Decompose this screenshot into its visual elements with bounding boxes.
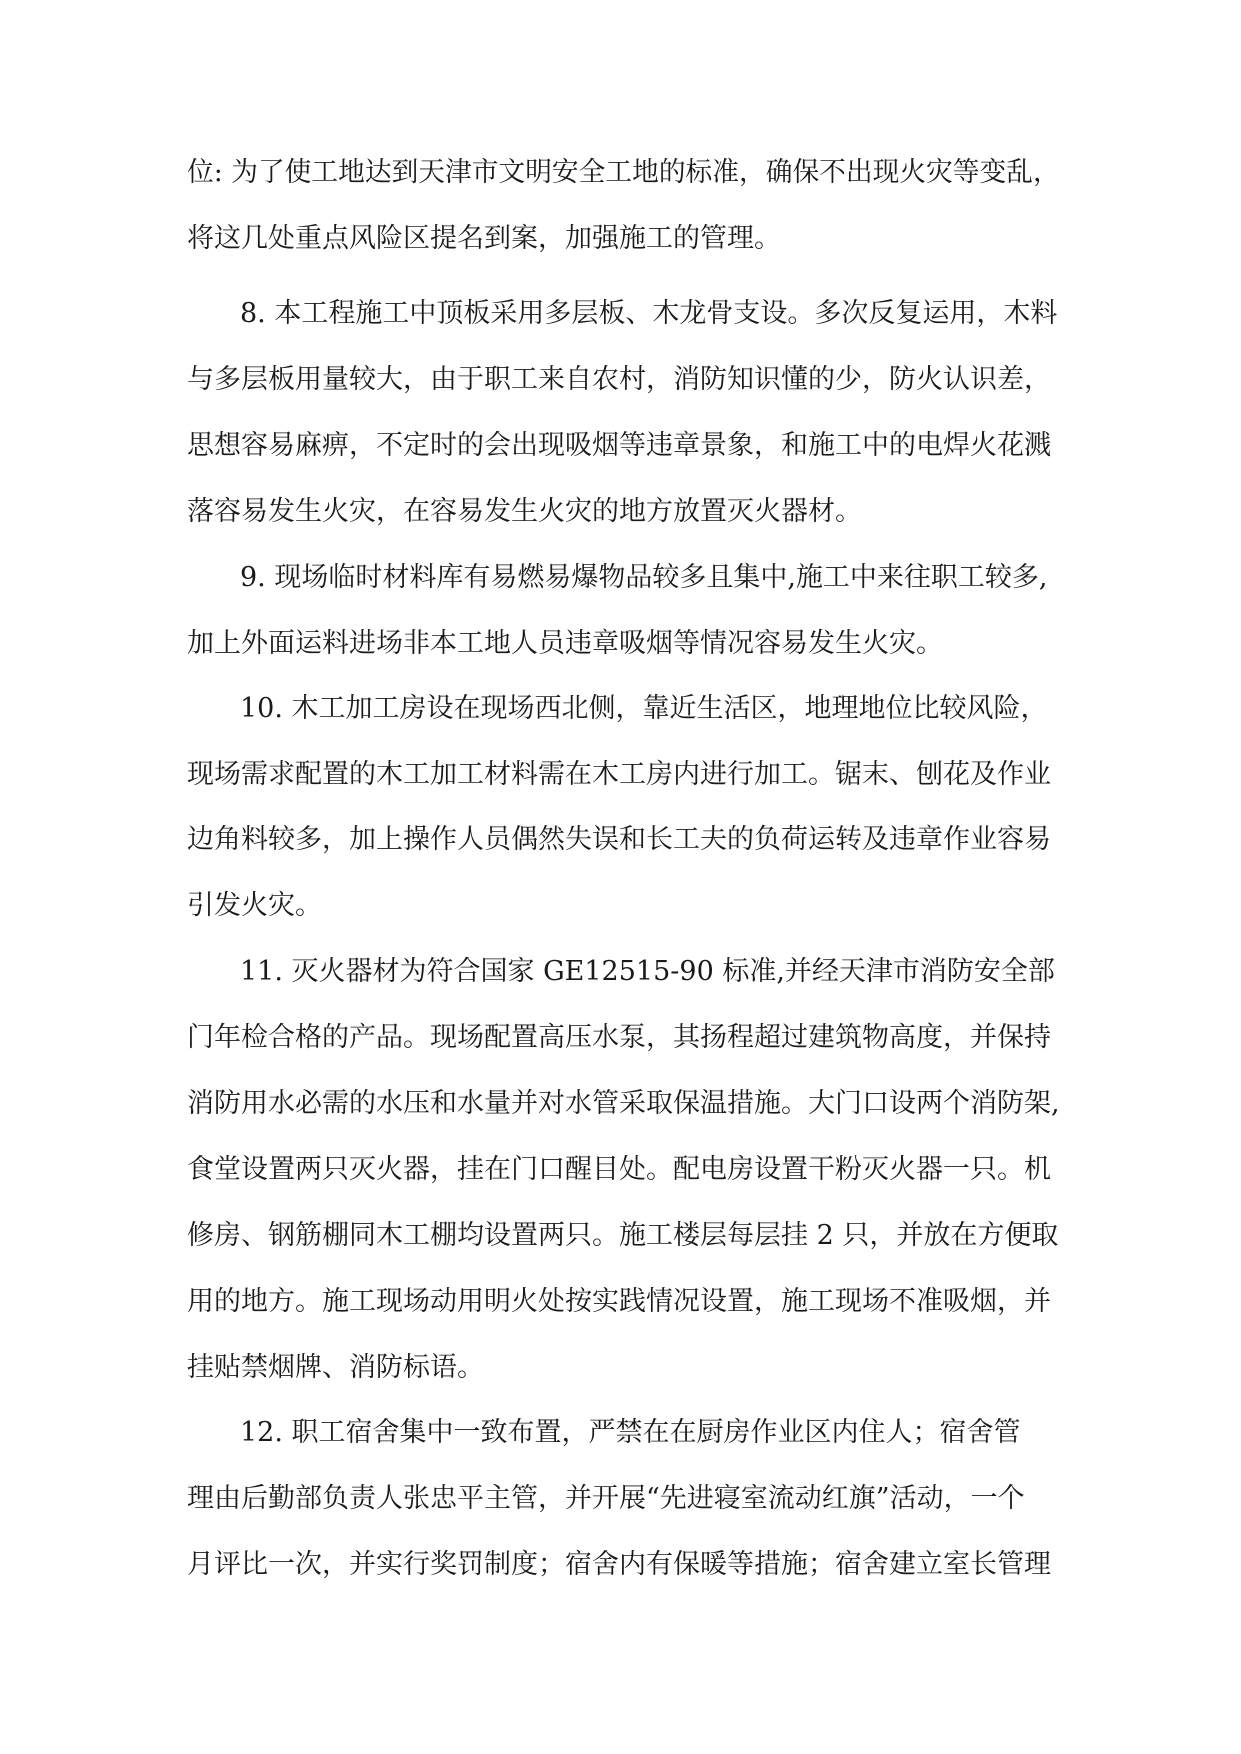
text-line: 12. 职工宿舍集中一致布置，严禁在在厨房作业区内住人；宿舍管 (240, 1417, 1021, 1448)
text-line: 挂贴禁烟牌、消防标语。 (187, 1352, 484, 1383)
text-line: 现场需求配置的木工加工材料需在木工房内进行加工。锯末、刨花及作业 (187, 759, 1051, 790)
text-line: 8. 本工程施工中顶板采用多层板、木龙骨支设。多次反复运用，木料 (240, 298, 1058, 329)
text-line: 引发火灾。 (187, 890, 322, 921)
text-line: 思想容易麻痹，不定时的会出现吸烟等违章景象，和施工中的电焊火花溅 (187, 430, 1051, 461)
text-line: 加上外面运料进场非本工地人员违章吸烟等情况容易发生火灾。 (187, 628, 943, 659)
text-line: 用的地方。施工现场动用明火处按实践情况设置，施工现场不准吸烟，并 (187, 1286, 1051, 1317)
text-line: 将这几处重点风险区提名到案，加强施工的管理。 (187, 223, 781, 254)
text-line: 门年检合格的产品。现场配置高压水泵，其扬程超过建筑物高度，并保持 (187, 1022, 1051, 1053)
text-line: 边角料较多，加上操作人员偶然失误和长工夫的负荷运转及违章作业容易 (187, 824, 1051, 855)
text-line: 消防用水必需的水压和水量并对水管采取保温措施。大门口设两个消防架, (187, 1088, 1060, 1119)
text-line: 10. 木工加工房设在现场西北侧，靠近生活区，地理地位比较风险， (240, 693, 1048, 724)
text-line: 落容易发生火灾，在容易发生火灾的地方放置灭火器材。 (187, 496, 862, 527)
text-line: 与多层板用量较大，由于职工来自农村，消防知识懂的少，防火认识差， (187, 364, 1051, 395)
text-line: 位: 为了使工地达到天津市文明安全工地的标准，确保不出现火灾等变乱， (187, 157, 1060, 188)
text-line: 食堂设置两只灭火器，挂在门口醒目处。配电房设置干粉灭火器一只。机 (187, 1154, 1051, 1185)
text-line: 理由后勤部负责人张忠平主管，并开展“先进寝室流动红旗”活动，一个 (187, 1483, 1025, 1514)
text-line: 9. 现场临时材料库有易燃易爆物品较多且集中,施工中来往职工较多, (240, 562, 1048, 593)
text-line: 11. 灭火器材为符合国家 GE12515-90 标准,并经天津市消防安全部 (240, 956, 1055, 987)
text-line: 月评比一次，并实行奖罚制度；宿舍内有保暖等措施；宿舍建立室长管理 (187, 1549, 1051, 1580)
text-line: 修房、钢筋棚同木工棚均设置两只。施工楼层每层挂 2 只，并放在方便取 (187, 1220, 1059, 1251)
